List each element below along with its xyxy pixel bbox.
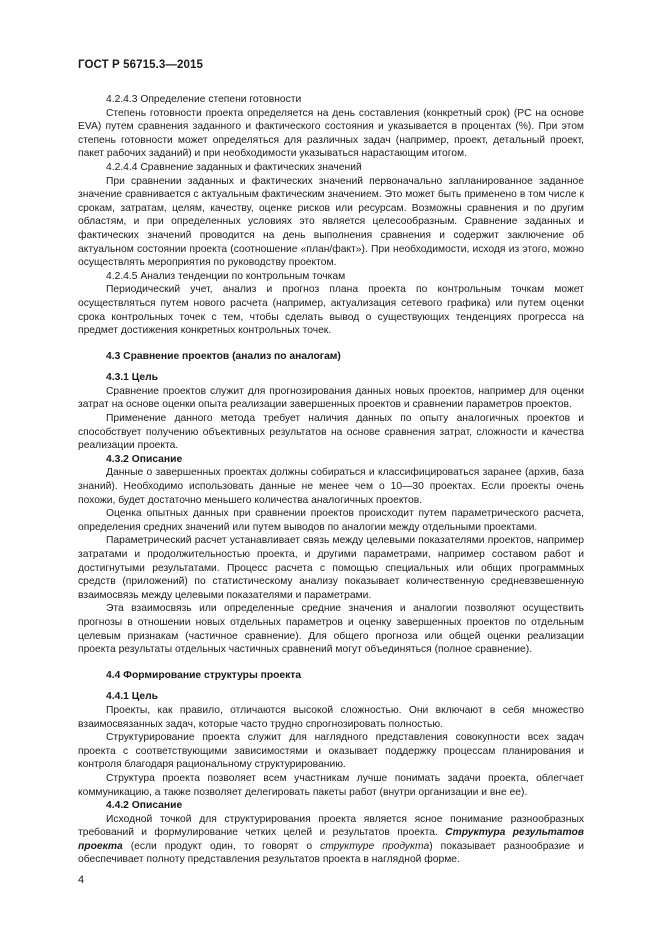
section-heading-4-4: 4.4 Формирование структуры проекта <box>106 669 302 681</box>
body-paragraph: Структура проекта позволяет всем участникам лучше понимать задачи проекта, облегчает коммуникацию, а также позволяет делегировать пакеты работ (внутри организации и вне ее). <box>78 772 584 798</box>
subheading-4-3-1: 4.3.1 Цель <box>106 372 159 384</box>
final-paragraph-text-1: Исходной точкой для структурирования проекта является ясное понимание разнообразных требований и формулирование четких целей и результатов проекта. <box>78 813 584 839</box>
subheading-4-2-4-5: 4.2.4.5 Анализ тенденции по контрольным точкам <box>106 270 346 282</box>
body-paragraph: Периодический учет, анализ и прогноз плана проекта по контрольным точкам может осуществляться путем нового расчета (например, актуализация сетевого графика) или путем оценки срока контрольных точек с тем, чтобы сделать вывод о существующих тенденциях прогресса на предмет достижения конкретных контрольных точек. <box>78 284 584 337</box>
body-paragraph: Структурирование проекта служит для наглядного представления совокупности всех задач проекта с соответствующими зависимостями и оказывает поддержку процессам планирования и контроля благодаря рациональному структурированию. <box>78 732 584 771</box>
term-project-results-structure: Структура результатов проекта <box>78 827 584 852</box>
page-content <box>78 93 584 867</box>
body-paragraph: Эта взаимосвязь или определенные средние значения и аналогии позволяют осуществить прогнозы в отношении новых отдельных параметров и оценку завершенных проектов по отдельным целевым признакам (частичное сравнение). Для общего прогноза или общей оценки реализации проекта результаты отдельных частичных сравнений могут объединяться (полное сравнение). <box>78 603 584 656</box>
page-number: 4 <box>78 874 85 886</box>
body-paragraph: Данные о завершенных проектах должны собираться и классифицироваться заранее (архив, база знаний). Необходимо использовать данные не менее чем о 10—30 проектах. Если проекты очень похожи, будет достаточно меньшего количества аналогичных проектов. <box>78 467 584 506</box>
final-paragraph-text-2: (если продукт один, то говорят о <box>122 840 321 852</box>
subheading-4-2-4-3: 4.2.4.3 Определение степени готовности <box>106 94 302 105</box>
subheading-4-4-2: 4.4.2 Описание <box>106 800 183 812</box>
document-header: ГОСТ Р 56715.3—2015 <box>78 59 203 71</box>
subheading-4-2-4-4: 4.2.4.4 Сравнение заданных и фактических значений <box>106 161 362 173</box>
section-heading-4-3: 4.3 Сравнение проектов (анализ по аналогам) <box>106 350 341 362</box>
subheading-4-3-2: 4.3.2 Описание <box>106 453 183 465</box>
final-paragraph-text-3: ) показывает разнообразие и обеспечивает полноту представления результатов проекта в наглядной форме. <box>78 840 584 866</box>
subheading-4-4-1: 4.4.1 Цель <box>106 691 159 703</box>
body-paragraph: Оценка опытных данных при сравнении проектов происходит путем параметрического расчета, определения средних значений или путем выводов по аналогии между отдельными проектами. <box>78 508 584 533</box>
body-paragraph: Сравнение проектов служит для прогнозирования данных новых проектов, например для оценки затрат на основе оценки опыта реализации завершенных проектов и сравнении параметров проектов. <box>78 385 584 411</box>
body-paragraph: Степень готовности проекта определяется на день составления (конкретный срок) (PC на основе EVA) путем сравнения заданного и фактического состояния и указывается в процентах (%). При этом степень готовности может определяться для различных задач (например, проект, детальный проект, пакет рабочих заданий) и при необходимости указываться нарастающим итогом. <box>78 107 584 160</box>
term-product-structure: структуре продукта <box>320 840 430 852</box>
final-body-paragraph <box>78 813 584 867</box>
body-paragraph: Проекты, как правило, отличаются высокой сложностью. Они включают в себя множество взаимосвязанных задач, которые часто трудно спрогнозировать полностью. <box>78 704 584 730</box>
body-paragraph: При сравнении заданных и фактических значений первоначально запланированное заданное значение сравнивается с актуальным фактическим значением. Это может быть применено в том числе к срокам, затратам, целям, качеству, оценке рисков или ресурсам. Возможны сравнения и по другим областям, и при определенных условиях это является целесообразным. Сравнение заданных и фактических значений проводится на день выполнения сравнения и содержит заключение об актуальном состоянии проекта (соотношение «план/факт»). При необходимости, исходя из этого, можно осуществлять мероприятия по руководству проектом. <box>78 175 584 269</box>
body-paragraph: Параметрический расчет устанавливает связь между целевыми показателями проектов, например затратами и продолжительностью проекта, и другими параметрами, например составом работ и достигнутыми результатами. Процесс расчета с помощью специальных или общих программных средств (приложений) по статистическому анализу показывает количественную средневзвешенную взаимосвязь между целевыми показателями и параметрами. <box>78 535 584 601</box>
body-paragraph: Применение данного метода требует наличия данных по опыту аналогичных проектов и способствует получению объективных результатов на основе сравнения затрат, сложности и качества реализации проекта. <box>78 413 584 452</box>
